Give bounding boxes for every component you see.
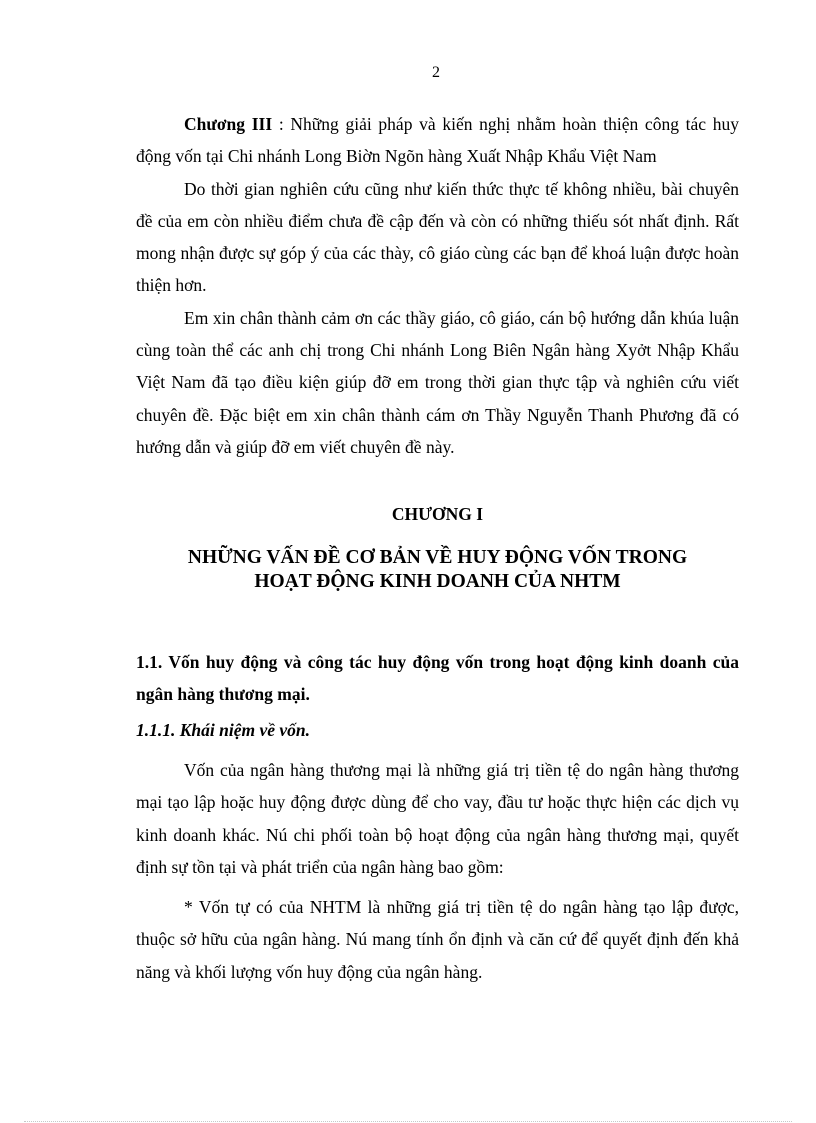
section-heading-1-1-1: 1.1.1. Khái niệm về vốn. bbox=[136, 720, 311, 740]
chapter1-title-line1: NHỮNG VẤN ĐỀ CƠ BẢN VỀ HUY ĐỘNG VỐN TRONG bbox=[187, 547, 688, 568]
page-number: 2 bbox=[432, 64, 440, 81]
paragraph-capital-definition: Vốn của ngân hàng thương mại là những giá trị tiền tệ do ngân hàng thương mại tạo lập hoặc huy động được dùng để cho vay, đầu tư hoặc thực hiện các dịch vụ kinh doanh khác. Nú chi phối toàn bộ hoạt động của ngân hàng thương mại, quyết định sự tồn tại và phát triển của ngân hàng bao gồm: bbox=[136, 760, 739, 877]
body-section bbox=[136, 754, 739, 988]
paragraph-equity-capital: * Vốn tự có của NHTM là những giá trị tiền tệ do ngân hàng tạo lập được, thuộc sở hữu của ngân hàng. Nú mang tính ổn định và căn cứ để quyết định đến khả năng và khối lượng vốn huy động của ngân hàng. bbox=[136, 897, 739, 982]
chapter1-title-line2: HOẠT ĐỘNG KINH DOANH CỦA NHTM bbox=[254, 571, 621, 592]
intro-section bbox=[136, 108, 739, 463]
chapter3-label: Chương III bbox=[184, 114, 273, 134]
chapter1-label: CHƯƠNG I bbox=[391, 504, 484, 524]
page-bottom-divider bbox=[24, 1121, 792, 1122]
chapter3-text: : Những giải pháp và kiến nghị nhằm hoàn thiện công tác huy động vốn tại Chi nhánh Long Biờn Ngõn hàng Xuất Nhập Khẩu Việt Nam bbox=[136, 114, 739, 167]
section-heading-1-1: 1.1. Vốn huy động và công tác huy động vốn trong hoạt động kinh doanh của ngân hàng thương mại. bbox=[136, 652, 739, 704]
chapter3-summary bbox=[136, 108, 739, 173]
chapter1-title bbox=[136, 546, 739, 594]
paragraph-acknowledgements: Em xin chân thành cảm ơn các thầy giáo, cô giáo, cán bộ hướng dẫn khúa luận cùng toàn thể các anh chị trong Chi nhánh Long Biên Ngân hàng Xyởt Nhập Khẩu Việt Nam đã tạo điều kiện giúp đỡ em trong thời gian thực tập và nghiên cứu viết chuyên đề. Đặc biệt em xin chân thành cám ơn Thầy Nguyễn Thanh Phương đã có hướng dẫn và giúp đỡ em viết chuyên đề này. bbox=[136, 307, 739, 457]
paragraph-limitations: Do thời gian nghiên cứu cũng như kiến thức thực tế không nhiều, bài chuyên đề của em còn nhiều điểm chưa đề cập đến và còn có những thiếu sót nhất định. Rất mong nhận được sự góp ý của các thày, cô giáo cùng các bạn để khoá luận được hoàn thiện hơn. bbox=[136, 178, 739, 296]
